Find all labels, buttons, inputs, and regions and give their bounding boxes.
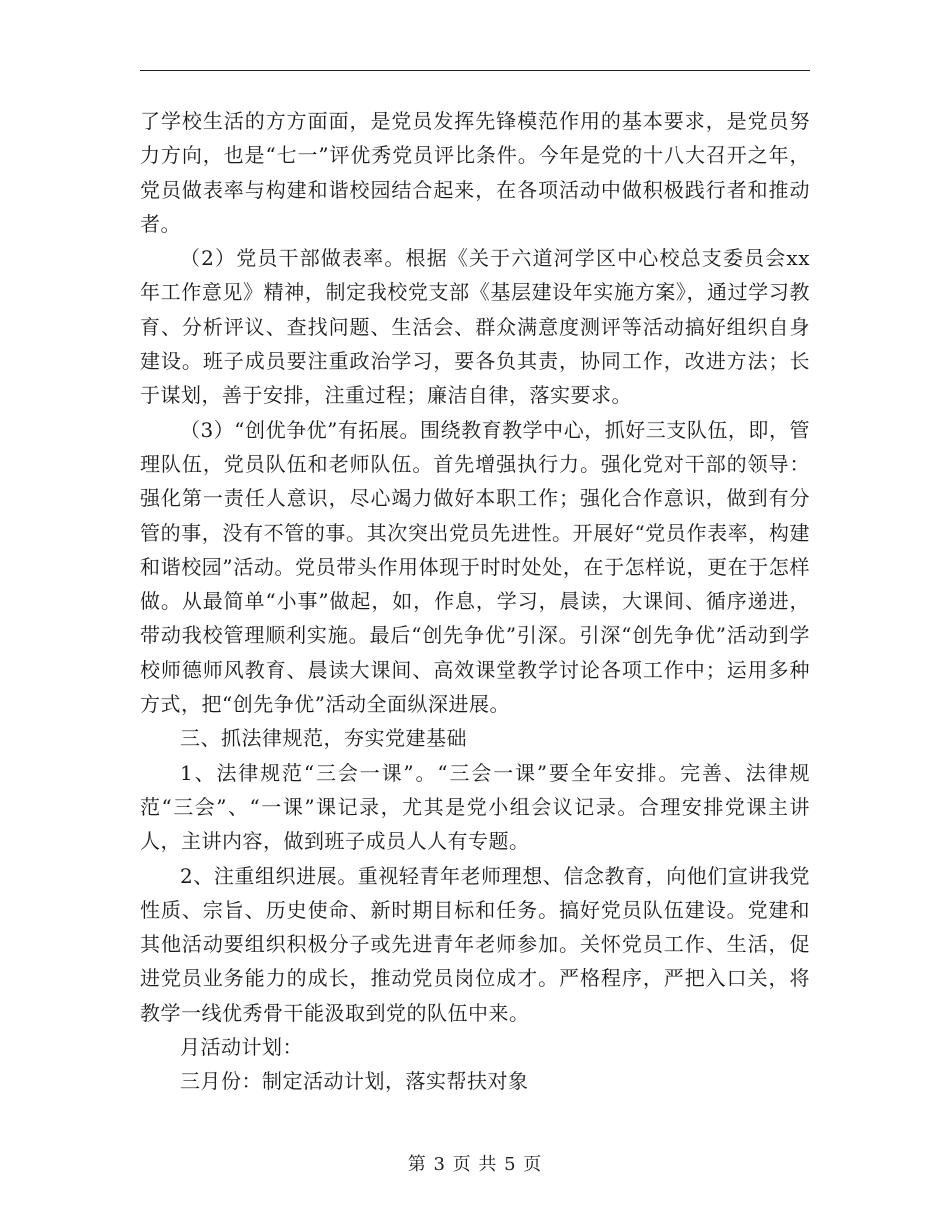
header-rule: [140, 70, 810, 71]
paragraph-point-1: 1、法律规范“三会一课”。“三会一课”要全年安排。完善、法律规范“三会”、“一课”课记录，尤其是党小组会议记录。合理安排党课主讲人，主讲内容，做到班子成员人人有专题。: [140, 760, 810, 854]
monthly-plan-march: 三月份：制定活动计划，落实帮扶对象: [180, 1069, 529, 1094]
page-number-footer: 第 3 页 共 5 页: [407, 1154, 543, 1175]
document-body: [140, 104, 810, 1099]
paragraph-item-2: （2）党员干部做表率。根据《关于六道河学区中心校总支委员会xx年工作意见》精神，制定我校党支部《基层建设年实施方案》，通过学习教育、分析评议、查找问题、生活会、群众满意度测评等活动搞好组织自身建设。班子成员要注重政治学习，要各负其责，协同工作，改进方法；长于谋划，善于安排，注重过程；廉洁自律，落实要求。: [140, 246, 810, 408]
paragraph-item-3: （3）“创优争优”有拓展。围绕教育教学中心，抓好三支队伍，即，管理队伍，党员队伍和老师队伍。首先增强执行力。强化党对干部的领导：强化第一责任人意识，尽心竭力做好本职工作；强化合作意识，做到有分管的事，没有不管的事。其次突出党员先进性。开展好“党员作表率，构建和谐校园”活动。党员带头作用体现于时时处处，在于怎样说，更在于怎样做。从最简单“小事”做起，如，作息，学习，晨读，大课间、循序递进，带动我校管理顺利实施。最后“创先争优”引深。引深“创先争优”活动到学校师德师风教育、晨读大课间、高效课堂教学讨论各项工作中；运用多种方式，把“创先争优”活动全面纵深进展。: [140, 417, 810, 717]
monthly-plan-heading: 月活动计划：: [180, 1035, 303, 1060]
paragraph-continuation: 了学校生活的方方面面，是党员发挥先锋模范作用的基本要求，是党员努力方向，也是“七一”评优秀党员评比条件。今年是党的十八大召开之年，党员做表率与构建和谐校园结合起来，在各项活动中做积极践行者和推动者。: [140, 109, 810, 236]
paragraph-point-2: 2、注重组织进展。重视轻青年老师理想、信念教育，向他们宣讲我党性质、宗旨、历史使命、新时期目标和任务。搞好党员队伍建设。党建和其他活动要组织积极分子或先进青年老师参加。关怀党员工作、生活，促进党员业务能力的成长，推动党员岗位成才。严格程序，严把入口关，将教学一线优秀骨干能汲取到党的队伍中来。: [140, 863, 810, 1025]
section-heading-3: 三、抓法律规范，夯实党建基础: [180, 726, 467, 751]
